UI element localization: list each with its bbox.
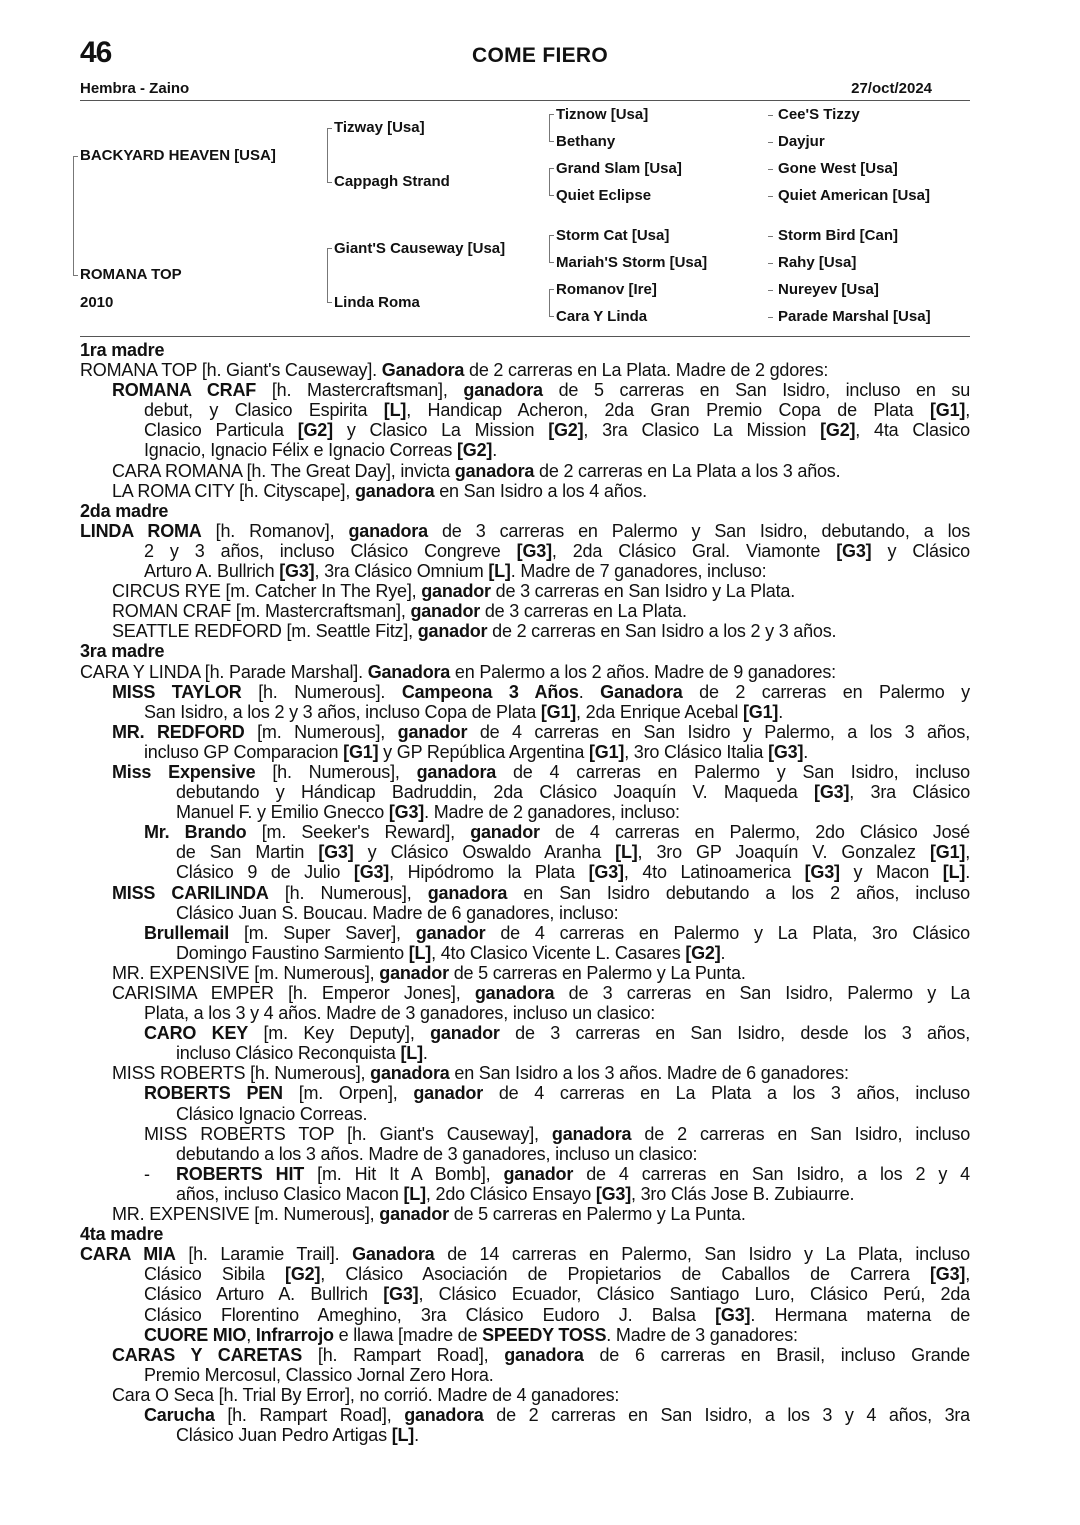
text-line: Clásico Ignacio Correas. [176, 1103, 368, 1124]
g4-name: Gone West [Usa] [778, 160, 898, 177]
text-line: - ROBERTS HIT [m. Hit It A Bomb], ganador de 4 carreras en San Isidro, a los 2 y 4 [144, 1163, 970, 1184]
section-heading: 2da madre [80, 500, 169, 521]
g4-name: Dayjur [778, 133, 825, 150]
text-line: Domingo Faustino Sarmiento [L], 4to Clasico Vicente L. Casares [G2]. [176, 942, 726, 963]
sex-color: Hembra - Zaino [80, 80, 190, 97]
pedigree-bracket [327, 128, 328, 182]
page-number: 46 [80, 36, 112, 69]
text-line: MISS CARILINDA [h. Numerous], ganadora en San Isidro debutando a los 2 años, incluso [112, 882, 970, 903]
sire-sire: Tizway [Usa] [334, 119, 425, 136]
g3-name: Cara Y Linda [556, 308, 648, 325]
g4-name: Storm Bird [Can] [778, 227, 898, 244]
g3-name: Storm Cat [Usa] [556, 227, 670, 244]
text-line: debutando a los 3 años. Madre de 3 ganadores, incluso un clasico: [176, 1143, 698, 1164]
text-line: Brullemail [m. Super Saver], ganador de 4 carreras en Palermo y La Plata, 3ro Clásico [144, 922, 970, 943]
section-heading: 1ra madre [80, 340, 165, 360]
pedigree-bracket [73, 156, 74, 275]
text-line: MISS ROBERTS TOP [h. Giant's Causeway], ganadora de 2 carreras en San Isidro, incluso [144, 1123, 970, 1144]
g4-name: Nureyev [Usa] [778, 281, 879, 298]
text-line: MR. EXPENSIVE [m. Numerous], ganador de 5 carreras en Palermo y La Punta. [112, 1204, 746, 1225]
text-line: ROMANA CRAF [h. Mastercraftsman], ganadora de 5 carreras en San Isidro, incluso en su [112, 380, 970, 401]
g3-name: Grand Slam [Usa] [556, 160, 682, 177]
dam-dam: Linda Roma [334, 294, 420, 311]
dam-name: ROMANA TOP [80, 266, 182, 283]
g4-name: Cee'S Tizzy [778, 106, 860, 123]
text-line: Manuel F. y Emilio Gnecco [G3]. Madre de 2 ganadores, incluso: [176, 802, 680, 823]
text-line: debut, y Clasico Espirita [L], Handicap Acheron, 2da Gran Premio Copa de Plata [G1], [144, 400, 970, 421]
text-line: CARO KEY [m. Key Deputy], ganador de 3 carreras en San Isidro, desde los 3 años, [144, 1023, 970, 1044]
text-line: Clásico Juan S. Boucau. Madre de 6 ganadores, incluso: [176, 902, 619, 923]
text-line: LA ROMA CITY [h. Cityscape], ganadora en San Isidro a los 4 años. [112, 480, 647, 501]
g4-name: Parade Marshal [Usa] [778, 308, 931, 325]
text-line: 2 y 3 años, incluso Clásico Congreve [G3], 2da Clásico Gral. Viamonte [G3] y Clásico [144, 540, 970, 561]
text-line: Plata, a los 3 y 4 años. Madre de 3 ganadores, incluso un clasico: [144, 1003, 656, 1024]
dam-year: 2010 [80, 294, 114, 311]
text-line: ROMANA TOP [h. Giant's Causeway]. Ganadora de 2 carreras en La Plata. Madre de 2 gdores: [80, 360, 829, 381]
family-text [80, 340, 970, 1445]
text-line: Clásico Juan Pedro Artigas [L]. [176, 1425, 419, 1446]
text-line: incluso GP Comparacion [G1] y GP República Argentina [G1], 3ro Clásico Italia [G3]. [144, 741, 809, 762]
text-line: ROBERTS PEN [m. Orpen], ganador de 4 carreras en La Plata a los 3 años, incluso [144, 1083, 970, 1104]
text-line: Clásico Florentino Ameghino, 3ra Clásico Eudoro J. Balsa [G3]. Hermana materna de [144, 1304, 970, 1325]
text-line: MISS ROBERTS [h. Numerous], ganadora en San Isidro a los 3 años. Madre de 6 ganadores: [112, 1063, 849, 1084]
g3-name: Bethany [556, 133, 616, 150]
text-line: debutando y Hándicap Badruddin, 2da Clásico Joaquín V. Maqueda [G3], 3ra Clásico [176, 782, 970, 803]
text-line: Premio Mercosul, Classico Jornal Zero Hora. [144, 1364, 494, 1385]
text-line: CUORE MIO, Infrarrojo e llawa [madre de SPEEDY TOSS. Madre de 3 ganadores: [144, 1324, 798, 1345]
sire-dam: Cappagh Strand [334, 173, 450, 190]
g4-name: Quiet American [Usa] [778, 187, 930, 204]
text-line: Miss Expensive [h. Numerous], ganadora de 4 carreras en Palermo y San Isidro, incluso [112, 761, 970, 782]
g3-name: Quiet Eclipse [556, 187, 652, 204]
text-line: Arturo A. Bullrich [G3], 3ra Clásico Omnium [L]. Madre de 7 ganadores, incluso: [144, 561, 767, 582]
text-line: CARAS Y CARETAS [h. Rampart Road], ganadora de 6 carreras en Brasil, incluso Grande [112, 1344, 970, 1365]
g4-name: Rahy [Usa] [778, 254, 857, 271]
text-line: ROMAN CRAF [m. Mastercraftsman], ganador de 3 carreras en La Plata. [112, 601, 687, 622]
g3-name: Mariah'S Storm [Usa] [556, 254, 708, 271]
horse-name: COME FIERO [471, 44, 608, 67]
section-heading: 4ta madre [80, 1224, 164, 1245]
report-date: 27/oct/2024 [851, 80, 932, 97]
g3-name: Tiznow [Usa] [556, 106, 649, 123]
text-line: Clásico 9 de Julio [G3], Hipódromo la Plata [G3], 4to Latinoamerica [G3] y Macon [L]. [176, 862, 970, 883]
text-line: MR. EXPENSIVE [m. Numerous], ganador de 5 carreras en Palermo y La Punta. [112, 962, 746, 983]
dam-sire: Giant'S Causeway [Usa] [334, 240, 506, 257]
text-line: CARA MIA [h. Laramie Trail]. Ganadora de 14 carreras en Palermo, San Isidro y La Plata, incluso [80, 1244, 970, 1265]
text-line: Clásico Sibila [G2], Clásico Asociación de Propietarios de Caballos de Carrera [G3], [144, 1264, 970, 1285]
text-line: San Isidro, a los 2 y 3 años, incluso Copa de Plata [G1], 2da Enrique Acebal [G1]. [144, 701, 783, 722]
pedigree-divider [80, 336, 970, 337]
text-line: MR. REDFORD [m. Numerous], ganador de 4 carreras en San Isidro y Palermo, a los 3 años, [112, 721, 970, 742]
text-line: Clásico Arturo A. Bullrich [G3], Clásico Ecuador, Clásico Santiago Luro, Clásico Perú, 2da [144, 1284, 970, 1305]
text-line: CARA Y LINDA [h. Parade Marshal]. Ganadora en Palermo a los 2 años. Madre de 9 ganadores: [80, 661, 836, 682]
text-line: Carucha [h. Rampart Road], ganadora de 2 carreras en San Isidro, a los 3 y 4 años, 3ra [144, 1404, 970, 1425]
text-line: CARA ROMANA [h. The Great Day], invicta ganadora de 2 carreras en La Plata a los 3 años. [112, 460, 841, 481]
sire-name: BACKYARD HEAVEN [USA] [80, 147, 276, 164]
text-line: Clasico Particula [G2] y Clasico La Mission [G2], 3ra Clasico La Mission [G2], 4ta Clasico [144, 420, 970, 441]
header-divider [80, 100, 970, 101]
text-line: SEATTLE REDFORD [m. Seattle Fitz], ganador de 2 carreras en San Isidro a los 2 y 3 años. [112, 621, 837, 642]
text-line: Ignacio, Ignacio Félix e Ignacio Correas [G2]. [144, 440, 497, 461]
section-heading: 3ra madre [80, 641, 165, 662]
text-line: incluso Clásico Reconquista [L]. [176, 1043, 428, 1064]
text-line: Mr. Brando [m. Seeker's Reward], ganador de 4 carreras en Palermo, 2do Clásico José [144, 822, 970, 843]
text-line: de San Martin [G3] y Clásico Oswaldo Aranha [L], 3ro GP Joaquín V. Gonzalez [G1], [176, 842, 970, 863]
text-line: CIRCUS RYE [m. Catcher In The Rye], ganador de 3 carreras en San Isidro y La Plata. [112, 581, 796, 602]
g3-name: Romanov [Ire] [556, 281, 657, 298]
pedigree-bracket [327, 248, 328, 302]
text-line: CARISIMA EMPER [h. Emperor Jones], ganadora de 3 carreras en San Isidro, Palermo y La [112, 983, 970, 1003]
text-line: LINDA ROMA [h. Romanov], ganadora de 3 carreras en Palermo y San Isidro, debutando, a los [80, 520, 970, 541]
text-line: Cara O Seca [h. Trial By Error], no corrió. Madre de 4 ganadores: [112, 1384, 620, 1405]
text-line: años, incluso Clasico Macon [L], 2do Clásico Ensayo [G3], 3ro Clás Jose B. Zubiaurre. [176, 1183, 855, 1204]
text-line: MISS TAYLOR [h. Numerous]. Campeona 3 Años. Ganadora de 2 carreras en Palermo y [112, 681, 970, 702]
